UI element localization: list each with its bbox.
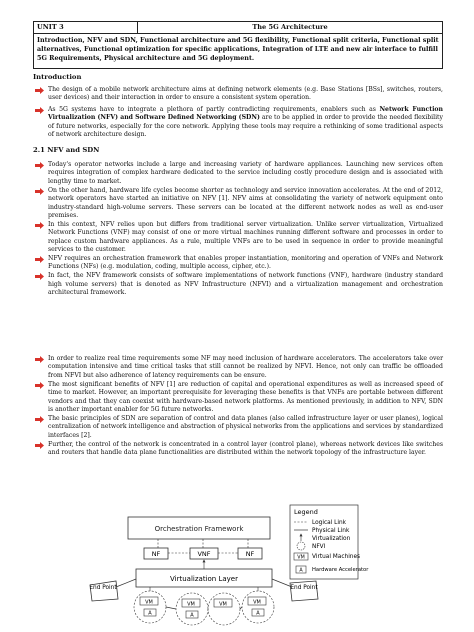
nfvi-node <box>176 593 208 625</box>
svg-text:VM: VM <box>219 601 227 608</box>
virtualization-layer-box <box>136 569 272 587</box>
arrow-bullet-icon <box>35 382 44 389</box>
legend-physical-link: Physical Link <box>312 528 350 534</box>
end-point-label: End Point <box>290 585 318 591</box>
legend-accelerator: Hardware Accelerator <box>312 567 369 573</box>
end-point-left <box>89 581 118 601</box>
svg-text:VM: VM <box>187 601 195 608</box>
nfv-sdn-heading: 2.1 NFV and SDN <box>33 146 100 154</box>
svg-text:A: A <box>299 568 303 574</box>
legend-vm: Virtual Machines <box>312 554 361 560</box>
intro-list <box>33 86 443 139</box>
list-item: As 5G systems have to integrate a plethora of partly contradicting requirements, enablers such as Network Function Virtualization (NFV) and Software Defined Networking (SDN) are to be applied in order to provide the needed flexibility of future networks, especially for the core network. Applying these tools may require a rethinking of some traditional aspects of network architecture design. <box>33 106 443 140</box>
list-item: In fact, the NFV framework consists of software implementations of network functions (VNF), hardware (industry standard high volume servers) that is denoted as NFV Infrastructure (NFVI) and a virtualization management and orchestration architectural framework. <box>33 272 443 297</box>
legend-logical-link: Logical Link <box>312 520 347 526</box>
nf-label: NF <box>151 550 161 558</box>
list-item: Further, the control of the network is concentrated in a control layer (control plane), whereas network devices like switches and routers that handle data plane functionalities are distributed within the network topology of the infrastructure layer. <box>33 441 443 458</box>
nfvi-node <box>134 591 166 623</box>
svg-text:A: A <box>256 610 260 617</box>
vnf-label: VNF <box>197 550 211 558</box>
arrow-bullet-icon <box>35 416 44 423</box>
svg-text:A: A <box>148 610 152 617</box>
nfv-architecture-diagram <box>88 503 369 629</box>
list-item: On the other hand, hardware life cycles become shorter as technology and service innovation accelerates. At the end of 2012, network operators have started an initiative on NFV [1]. NFV aims at consolidating the variety of network equipment onto industry-standard high-volume servers. These servers can be located at the different network nodes as well as end-user premises. <box>33 187 443 221</box>
list-item: NFV requires an orchestration framework that enables proper instantiation, monitoring and operation of VNFs and Network Functions (NFs) (e.g. modulation, coding, multiple access, cipher, etc.). <box>33 255 443 272</box>
nf-label: NF <box>245 550 255 558</box>
unit-topics: Introduction, NFV and SDN, Functional architecture and 5G flexibility, Functional split criteria, Functional split alternatives, Functional optimization for specific applications, Integration of LTE and new air interface to fulfill 5G Requirements, Physical architecture and 5G deployment. <box>37 36 439 62</box>
diagram-legend <box>290 505 369 579</box>
unit-number: UNIT 3 <box>34 22 138 33</box>
virtualization-layer-label: Virtualization Layer <box>170 575 238 583</box>
physical-link <box>116 579 136 587</box>
unit-title: The 5G Architecture <box>252 23 328 31</box>
legend-virtualization: Virtualization <box>312 536 351 542</box>
arrow-bullet-icon <box>35 356 44 363</box>
nfvi-node <box>208 593 240 625</box>
list-item: Today's operator networks include a large and increasing variety of hardware appliances. Launching new services often requires integration of complex hardware dedicated to the service including costly procedure design and is associated with lengthy time to market. <box>33 161 443 186</box>
vnf-box <box>190 548 218 559</box>
nf-box-left <box>144 548 168 559</box>
unit-header-table <box>33 21 443 69</box>
nfvi-node <box>242 591 274 623</box>
intro-heading: Introduction <box>33 73 82 81</box>
svg-text:VM: VM <box>297 555 305 561</box>
legend-nfvi: NFVI <box>312 544 326 550</box>
physical-link <box>240 607 242 609</box>
list-item: The basic principles of SDN are separation of control and data planes (also called infrastructure layer or user planes), logical centralization of network intelligence and abstraction of physical networks from the applications and services by standardized interfaces [2]. <box>33 415 443 440</box>
orchestration-label: Orchestration Framework <box>154 525 244 533</box>
benefits-list <box>33 355 443 457</box>
arrow-bullet-icon <box>35 256 44 263</box>
svg-text:VM: VM <box>145 599 153 606</box>
svg-text:A: A <box>190 612 194 619</box>
list-item: In this context, NFV relies upon but differs from traditional server virtualization. Unlike server virtualization, Virtualized Network Functions (VNF) may consist of one or more virtual machines running different software and processes in order to replace custom hardware appliances. As a rule, multiple VNFs are to be used in sequence in order to provide meaningful services to the customer. <box>33 221 443 255</box>
arrow-bullet-icon <box>35 87 44 94</box>
list-item: In order to realize real time requirements some NF may need inclusion of hardware accelerators. The accelerators take over computation intensive and time critical tasks that still cannot be realized by NFVI. Hence, not only can traffic be offloaded from NFVI but also adherence of latency requirements can be ensure. <box>33 355 443 380</box>
svg-text:VM: VM <box>253 599 261 606</box>
nf-box-right <box>238 548 262 559</box>
arrow-bullet-icon <box>35 273 44 280</box>
arrow-bullet-icon <box>35 188 44 195</box>
end-point-right <box>290 581 318 601</box>
list-item: The design of a mobile network architecture aims at defining network elements (e.g. Base Stations [BSs], switches, routers, user devices) and their interaction in order to ensure a consistent system operation. <box>33 86 443 103</box>
arrow-bullet-icon <box>35 222 44 229</box>
arrow-bullet-icon <box>35 442 44 449</box>
physical-link <box>272 579 292 587</box>
arrow-bullet-icon <box>35 162 44 169</box>
nfv-list <box>33 161 443 298</box>
orchestration-framework-box <box>128 517 270 539</box>
list-item: The most significant benefits of NFV [1] are reduction of capital and operational expenditures as well as increased speed of time to market. However, an important prerequisite for leveraging these benefits is that VNFs are portable between different vendors and that they can coexist with hardware-based network platforms. As mentioned previously, in addition to NFV, SDN is another important enabler for 5G future networks. <box>33 381 443 415</box>
arrow-bullet-icon <box>35 107 44 114</box>
physical-link <box>166 607 176 609</box>
end-point-label: End Point <box>89 585 117 591</box>
legend-title: Legend <box>294 508 318 516</box>
